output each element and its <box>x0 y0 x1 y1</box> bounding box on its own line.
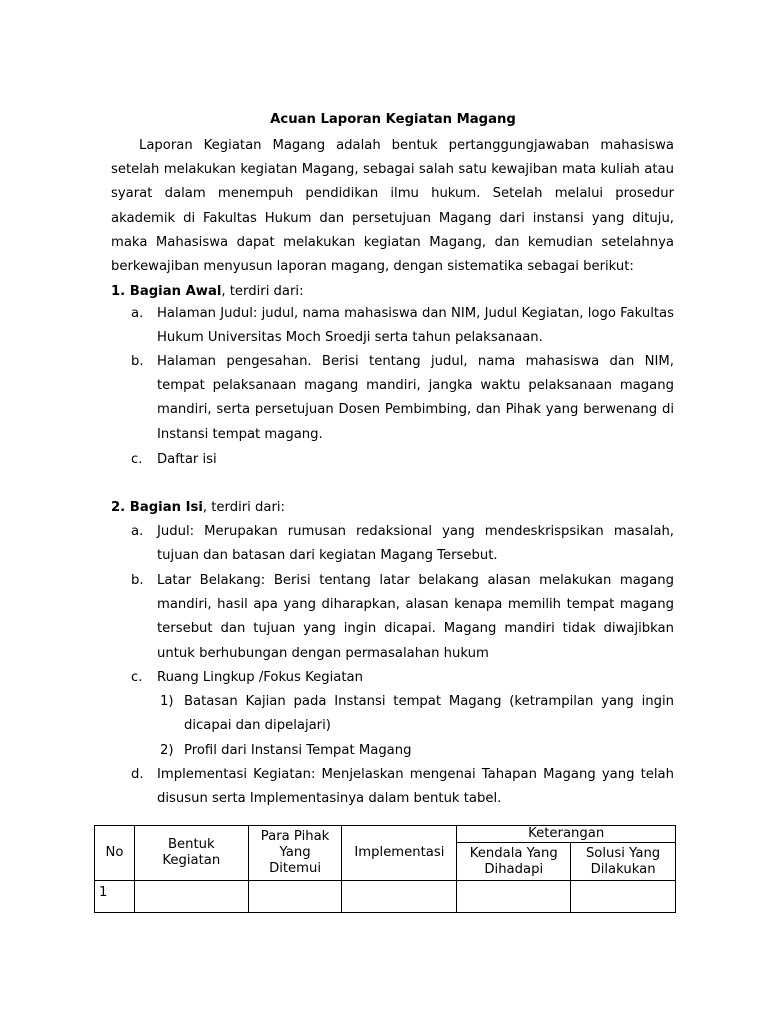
table-cell <box>248 881 342 913</box>
section-heading-rest: , terdiri dari: <box>221 284 304 299</box>
table-cell-no: 1 <box>95 881 135 913</box>
list-item <box>131 569 674 666</box>
table-cell <box>134 881 248 913</box>
list-marker: c. <box>131 670 143 685</box>
header-keterangan: Keterangan <box>457 826 676 843</box>
list-item <box>131 448 674 472</box>
section-heading-bagian-awal <box>111 282 304 302</box>
list-item <box>131 520 674 568</box>
list-item <box>131 666 674 690</box>
header-kendala: Kendala Yang Dihadapi <box>457 843 571 881</box>
header-solusi: Solusi Yang Dilakukan <box>571 843 676 881</box>
list-item-text: Judul: Merupakan rumusan redaksional yang mendeskrispsikan masalah, tujuan dan batasan dari kegiatan Magang Tersebut. <box>157 524 674 564</box>
list-item-text: Halaman Judul: judul, nama mahasiswa dan NIM, Judul Kegiatan, logo Fakultas Hukum Universitas Moch Sroedji serta tahun pelaksanaan. <box>157 306 674 346</box>
list-marker: d. <box>131 767 144 782</box>
list-item-text: Halaman pengesahan. Berisi tentang judul, nama mahasiswa dan NIM, tempat pelaksanaan magang mandiri, jangka waktu pelaksanaan magang mandiri, serta persetujuan Dosen Pembimbing, dan Pihak yang berwenang di Instansi tempat magang. <box>157 354 674 442</box>
list-item-text: Ruang Lingkup /Fokus Kegiatan <box>157 670 363 685</box>
list-item-text: Latar Belakang: Berisi tentang latar belakang alasan melakukan magang mandiri, hasil apa yang diharapkan, alasan kenapa memilih tempat magang tersebut dan tujuan yang ingin dicapai. Magang mandiri tidak diwajibkan untuk berhubungan dengan permasalahan hukum <box>157 573 674 661</box>
sub-list-marker: 1) <box>160 694 174 709</box>
table-row <box>95 881 676 913</box>
kegiatan-table <box>94 825 676 913</box>
header-no: No <box>95 826 135 881</box>
table-cell <box>342 881 457 913</box>
section-heading-bold: 1. Bagian Awal <box>111 284 222 299</box>
section-heading-rest: , terdiri dari: <box>202 500 285 515</box>
table-cell <box>571 881 676 913</box>
sub-list-item <box>160 739 674 763</box>
list-marker: a. <box>131 524 144 539</box>
list-marker: b. <box>131 573 144 588</box>
list-item <box>131 350 674 447</box>
sub-list-item <box>160 690 674 738</box>
sub-list-item-text: Batasan Kajian pada Instansi tempat Magang (ketrampilan yang ingin dicapai dan dipelajari) <box>184 694 674 734</box>
list-item-text: Implementasi Kegiatan: Menjelaskan mengenai Tahapan Magang yang telah disusun serta Implementasinya dalam bentuk tabel. <box>157 767 674 807</box>
list-marker: c. <box>131 452 143 467</box>
sub-list-item-text: Profil dari Instansi Tempat Magang <box>184 743 412 758</box>
list-item <box>131 763 674 811</box>
sub-list-marker: 2) <box>160 743 174 758</box>
header-implementasi: Implementasi <box>342 826 457 881</box>
header-para-pihak: Para Pihak Yang Ditemui <box>248 826 342 881</box>
section-heading-bold: 2. Bagian Isi <box>111 500 203 515</box>
intro-paragraph: Laporan Kegiatan Magang adalah bentuk pertanggungjawaban mahasiswa setelah melakukan kegiatan Magang, sebagai salah satu kewajiban mata kuliah atau syarat dalam menempuh pendidikan ilmu hukum. Setelah melalui prosedur akademik di Fakultas Hukum dan persetujuan Magang dari instansi yang dituju, maka Mahasiswa dapat melakukan kegiatan Magang, dan kemudian setelahnya berkewajiban menyusun laporan magang, dengan sistematika sebagai berikut: <box>111 138 674 275</box>
header-bentuk-kegiatan: Bentuk Kegiatan <box>134 826 248 881</box>
section-heading-bagian-isi <box>111 498 285 518</box>
table-header-row <box>95 826 676 843</box>
list-marker: b. <box>131 354 144 369</box>
list-item <box>131 302 674 350</box>
list-marker: a. <box>131 306 144 321</box>
document-title: Acuan Laporan Kegiatan Magang <box>270 112 516 127</box>
table-cell <box>457 881 571 913</box>
list-item-text: Daftar isi <box>157 452 217 467</box>
